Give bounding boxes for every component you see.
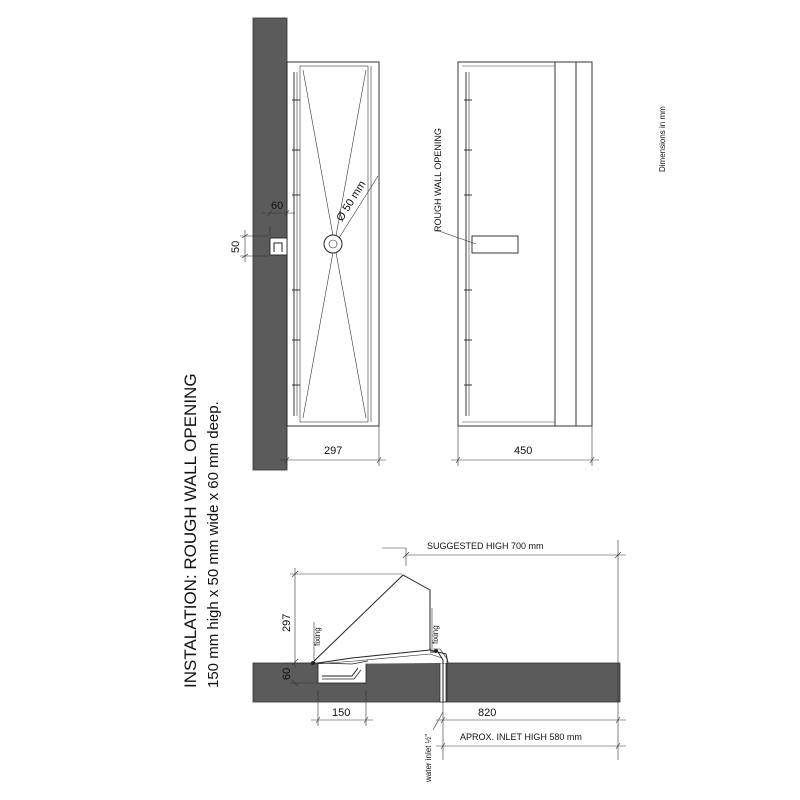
suggested-height-label: SUGGESTED HIGH 700 mm <box>427 541 544 551</box>
opening-width-dim: 60 <box>271 200 284 212</box>
rough-wall-opening-label: ROUGH WALL OPENING <box>433 128 443 232</box>
inlet-offset-dim: 820 <box>478 707 497 719</box>
installation-detail: 150 mm high x 50 mm wide x 60 mm deep. <box>205 401 222 688</box>
front-post-ticks <box>292 100 300 385</box>
fixing-left-label: fixing <box>313 627 322 646</box>
section-view <box>253 540 626 783</box>
side-width-dim: 450 <box>514 445 533 457</box>
installation-title: INSTALATION: ROUGH WALL OPENING <box>181 373 200 688</box>
front-width-dim: 297 <box>324 445 343 457</box>
units-note: Dimensions in mm <box>658 106 667 172</box>
side-wall-opening <box>472 236 518 253</box>
section-height-dim: 297 <box>281 613 293 632</box>
installation-note <box>181 373 222 688</box>
side-post-ticks <box>464 100 472 385</box>
opening-height-dim: 50 <box>230 240 242 253</box>
front-wall-opening <box>270 238 287 255</box>
inlet-height-label: APROX. INLET HIGH 580 mm <box>460 732 582 742</box>
section-wall <box>253 663 620 702</box>
opening-dim-150: 150 <box>332 707 351 719</box>
side-view <box>433 62 599 466</box>
section-depth-dim: 60 <box>281 667 293 680</box>
trough-profile <box>311 575 430 664</box>
fixing-right-label: fixing <box>431 625 440 644</box>
water-inlet-label: water inlet ½" <box>424 733 433 782</box>
drain-diameter-label: Ø 50 mm <box>334 178 369 224</box>
front-view <box>230 18 386 470</box>
